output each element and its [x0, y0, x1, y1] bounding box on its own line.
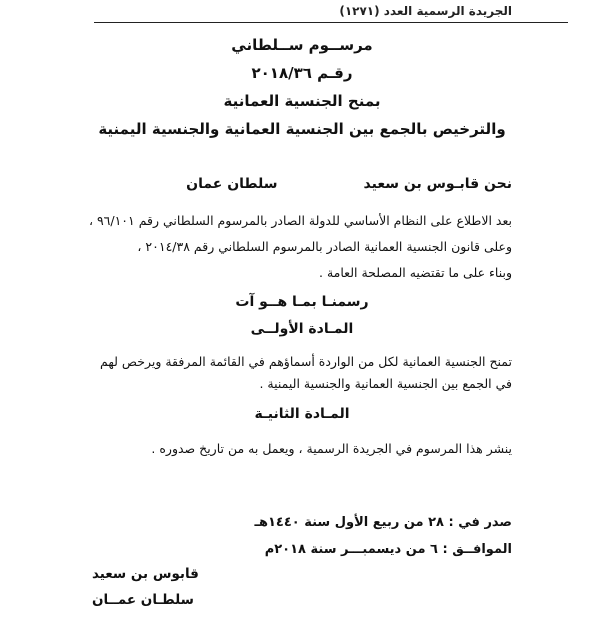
decree-type: مرســوم ســلطاني [231, 36, 373, 54]
article-2-heading: المـادة الثانيـة [254, 406, 350, 422]
hijri-issue-date: صدر في : ٢٨ من ربيع الأول سنة ١٤٤٠هـ [254, 515, 512, 530]
decree-subject-line-2: والترخيص بالجمع بين الجنسية العمانية والجنسية اليمنية [98, 120, 506, 138]
article-1-heading: المـادة الأولــى [250, 321, 354, 337]
decree-subject-line-1: بمنح الجنسية العمانية [223, 92, 381, 110]
issuer-line [186, 176, 512, 192]
signature-name: قابوس بن سعيد [92, 566, 199, 582]
article-2-body [60, 438, 512, 460]
preamble-line-1: بعد الاطلاع على النظام الأساسي للدولة الصادر بالمرسوم السلطاني رقم ٩٦/١٠١ ، [88, 213, 512, 228]
issuer-name: نحن قابـوس بن سعيد [363, 176, 512, 192]
running-header [92, 4, 512, 18]
issuer-title: سلطان عمان [186, 176, 278, 192]
gregorian-issue-date: الموافــق : ٦ من ديسمبـــر سنة ٢٠١٨م [264, 542, 512, 557]
signature-title: سلطـان عمــان [92, 592, 194, 608]
article-1-line-2: في الجمع بين الجنسية العمانية والجنسية اليمنية . [259, 376, 512, 391]
preamble-line-2: وعلى قانون الجنسية العمانية الصادر بالمرسوم السلطاني رقم ٢٠١٤/٣٨ ، [137, 239, 512, 254]
issue-number: (١٢٧١) [339, 4, 380, 18]
article-1-body [60, 351, 512, 395]
decree-number: رقـم ٢٠١٨/٣٦ [251, 64, 353, 82]
article-2-line-1: ينشر هذا المرسوم في الجريدة الرسمية ، ويعمل به من تاريخ صدوره . [151, 441, 512, 456]
preamble-line-3: وبناء على ما تقتضيه المصلحة العامة . [319, 265, 512, 280]
gazette-label: الجريدة الرسمية العدد [383, 4, 512, 18]
decree-phrase: رسمنـا بمـا هــو آت [235, 294, 369, 310]
header-divider [94, 22, 568, 23]
article-1-line-1: تمنح الجنسية العمانية لكل من الواردة أسماؤهم في القائمة المرفقة ويرخص لهم [100, 354, 512, 369]
